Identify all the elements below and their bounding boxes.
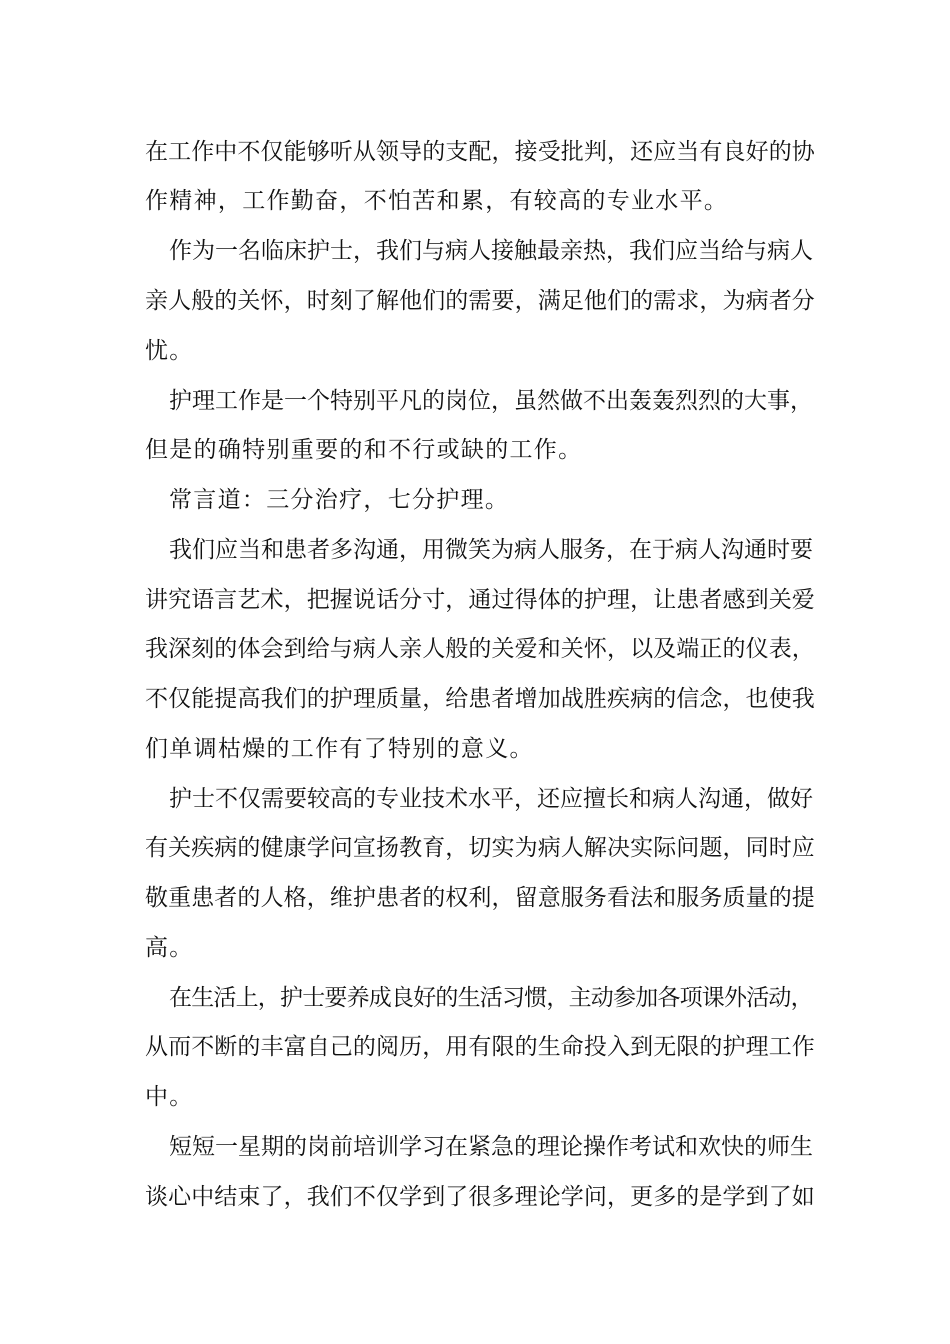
text-line: 亲人般的关怀，时刻了解他们的需要，满足他们的需求，为病者分: [145, 288, 815, 314]
text-line: 忧。: [145, 338, 194, 364]
text-line: 作为一名临床护士，我们与病人接触最亲热，我们应当给与病人: [169, 238, 813, 264]
text-line: 敬重患者的人格，维护患者的权利，留意服务看法和服务质量的提: [145, 885, 815, 911]
text-line: 我深刻的体会到给与病人亲人般的关爱和关怀，以及端正的仪表，: [145, 636, 815, 662]
text-line: 短短一星期的岗前培训学习在紧急的理论操作考试和欢快的师生: [169, 1134, 813, 1160]
text-line: 高。: [145, 935, 194, 961]
text-line: 们单调枯燥的工作有了特别的意义。: [145, 736, 534, 762]
text-line: 不仅能提高我们的护理质量，给患者增加战胜疾病的信念，也使我: [145, 686, 815, 712]
text-line: 作精神，工作勤奋，不怕苦和累，有较高的专业水平。: [145, 188, 729, 214]
text-line: 有关疾病的健康学问宣扬教育，切实为病人解决实际问题，同时应: [145, 835, 815, 861]
text-line: 中。: [145, 1084, 194, 1110]
text-line: 在工作中不仅能够听从领导的支配，接受批判，还应当有良好的协: [145, 139, 815, 165]
text-line: 我们应当和患者多沟通，用微笑为病人服务，在于病人沟通时要: [169, 537, 813, 563]
text-line: 护理工作是一个特别平凡的岗位，虽然做不出轰轰烈烈的大事，: [169, 388, 813, 414]
text-line: 从而不断的丰富自己的阅历，用有限的生命投入到无限的护理工作: [145, 1034, 815, 1060]
text-line: 在生活上，护士要养成良好的生活习惯，主动参加各项课外活动，: [169, 985, 813, 1011]
text-line: 谈心中结束了，我们不仅学到了很多理论学问，更多的是学到了如: [145, 1184, 815, 1210]
text-line: 常言道：三分治疗，七分护理。: [169, 487, 510, 513]
text-line: 但是的确特别重要的和不行或缺的工作。: [145, 437, 583, 463]
text-line: 讲究语言艺术，把握说话分寸，通过得体的护理，让患者感到关爱: [145, 587, 815, 613]
text-line: 护士不仅需要较高的专业技术水平，还应擅长和病人沟通，做好: [169, 786, 813, 812]
